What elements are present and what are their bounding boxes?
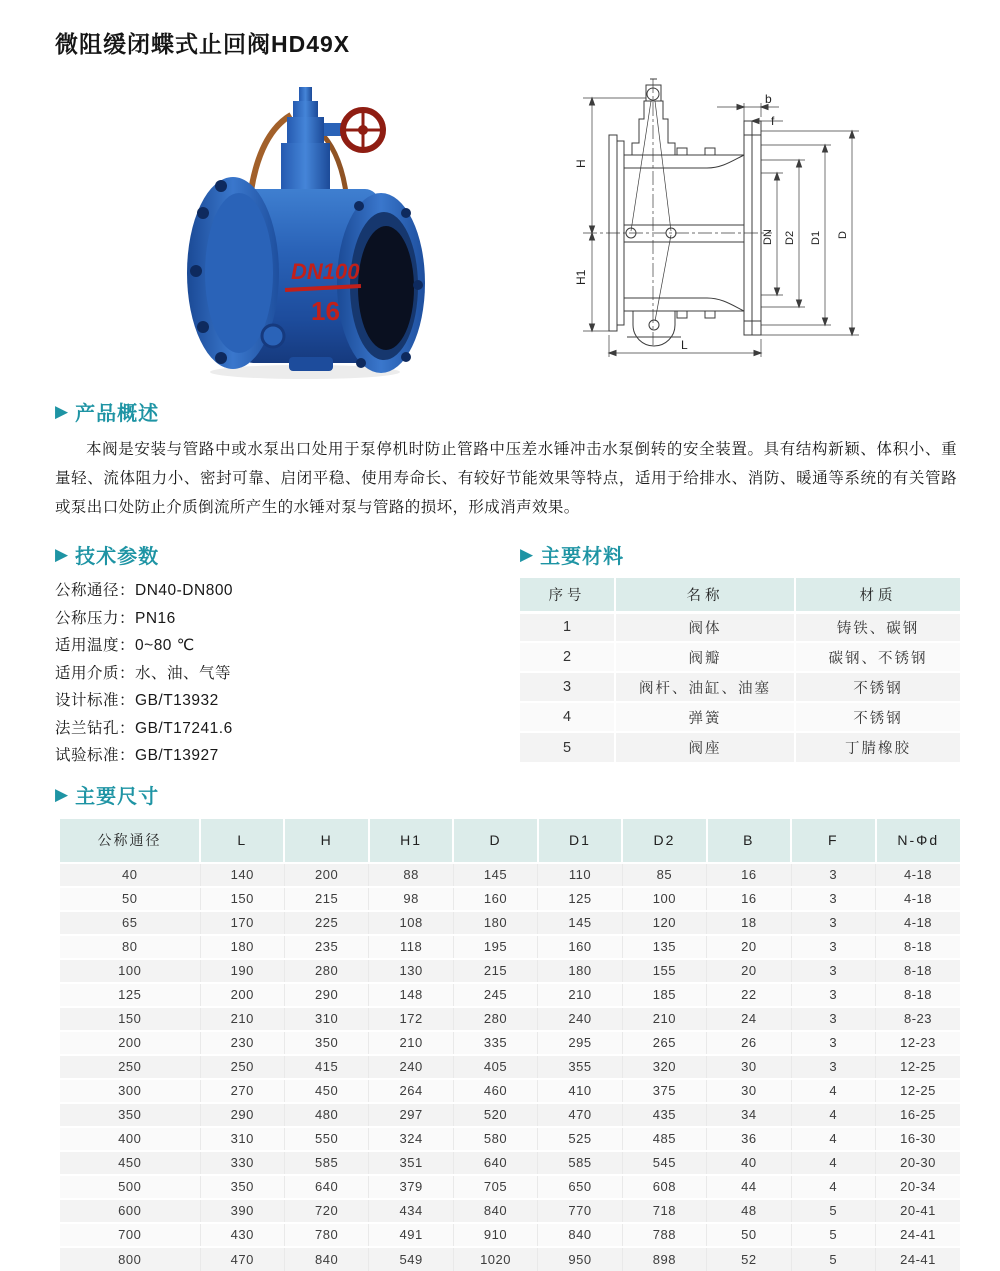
table-cell: 不锈钢 [795,702,960,732]
spec-label: 试验标准： [55,747,136,764]
dim-label-b: b [765,92,772,106]
table-cell: 235 [284,935,368,959]
table-cell: 碳钢、不锈钢 [795,642,960,672]
table-cell: 3 [791,887,875,911]
table-row [60,959,960,983]
table-cell: 650 [538,1175,622,1199]
table-cell: 788 [622,1223,706,1247]
table-cell: 50 [60,887,200,911]
table-row [60,935,960,959]
section-marker-icon: ▶ [55,784,69,804]
column-header: H [284,819,368,863]
table-cell: 118 [369,935,453,959]
materials-body [520,612,960,762]
table-cell: 26 [707,1031,791,1055]
dim-label-dn: DN [762,229,774,245]
dim-label-h: H [574,159,588,168]
table-cell: 491 [369,1223,453,1247]
table-cell: 5 [520,732,615,762]
spec-item [55,605,520,633]
table-cell: 阀杆、油缸、油塞 [615,672,795,702]
table-cell: 434 [369,1199,453,1223]
spec-value: 水、油、气等 [135,664,232,682]
table-cell: 100 [622,887,706,911]
table-row [60,887,960,911]
table-cell: 280 [453,1007,537,1031]
table-cell: 88 [369,863,453,887]
table-row [60,1223,960,1247]
table-cell: 4 [791,1103,875,1127]
table-cell: 800 [60,1247,200,1271]
table-cell: 4-18 [876,911,961,935]
table-row [60,1007,960,1031]
table-cell: 铸铁、碳钢 [795,612,960,642]
table-cell: 200 [60,1031,200,1055]
spec-value: GB/T13932 [135,692,219,709]
table-cell: 16 [707,887,791,911]
table-cell: 295 [538,1031,622,1055]
table-row [60,1127,960,1151]
dim-label-h1: H1 [574,269,588,285]
column-header: F [791,819,875,863]
table-cell: 50 [707,1223,791,1247]
table-cell: 405 [453,1055,537,1079]
table-cell: 4-18 [876,863,961,887]
table-cell: 210 [622,1007,706,1031]
valve-photo [173,73,435,383]
table-cell: 140 [200,863,284,887]
table-cell: 150 [200,887,284,911]
table-cell: 585 [284,1151,368,1175]
table-row [60,1175,960,1199]
table-cell: 450 [284,1079,368,1103]
table-cell: 20 [707,935,791,959]
table-cell: 172 [369,1007,453,1031]
table-cell: 8-23 [876,1007,961,1031]
table-cell: 170 [200,911,284,935]
section-materials-heading [520,540,960,569]
table-cell: 330 [200,1151,284,1175]
table-cell: 30 [707,1055,791,1079]
table-cell: 190 [200,959,284,983]
table-cell: 12-25 [876,1055,961,1079]
table-cell: 120 [622,911,706,935]
table-cell: 264 [369,1079,453,1103]
valve-dimension-drawing [547,73,989,383]
spec-item [55,577,520,605]
table-cell: 350 [284,1031,368,1055]
table-row [520,732,960,762]
params-materials-row [55,528,960,770]
table-cell: 525 [538,1127,622,1151]
table-row [60,1103,960,1127]
dim-label-d: D [837,231,849,239]
section-marker-icon: ▶ [55,545,69,564]
table-cell: 240 [369,1055,453,1079]
table-cell: 210 [369,1031,453,1055]
table-cell: 4 [791,1127,875,1151]
table-cell: 145 [453,863,537,887]
column-header: B [707,819,791,863]
table-cell: 24-41 [876,1247,961,1271]
table-cell: 80 [60,935,200,959]
table-cell: 280 [284,959,368,983]
tech-params-section [55,528,520,770]
table-cell: 210 [200,1007,284,1031]
table-cell: 230 [200,1031,284,1055]
table-cell: 250 [200,1055,284,1079]
table-cell: 180 [453,911,537,935]
table-cell: 195 [453,935,537,959]
table-cell: 148 [369,983,453,1007]
overview-paragraph: 本阀是安装与管路中或水泵出口处用于泵停机时防止管路中压差水锤冲击水泵倒转的安全装置。具有结构新颖、体积小、重量轻、流体阻力小、密封可靠、启闭平稳、使用寿命长、有较好节能效果等特点，适用于给排水、消防、暖通等系统的有关管路或泵出口处防止介质倒流所产生的水锤对泵与管路的损坏，形成消声效果。 [55,441,957,516]
table-cell: 410 [538,1079,622,1103]
table-cell: 545 [622,1151,706,1175]
table-cell: 20-41 [876,1199,961,1223]
table-cell: 65 [60,911,200,935]
dim-label-f: f [771,114,775,128]
column-header: H1 [369,819,453,863]
table-cell: 310 [284,1007,368,1031]
valve-marking-pn: 16 [311,296,340,326]
spec-value: DN40-DN800 [135,582,234,599]
table-cell: 600 [60,1199,200,1223]
section-marker-icon: ▶ [55,402,69,421]
table-cell: 225 [284,911,368,935]
table-cell: 840 [453,1199,537,1223]
column-header: N-Φd [876,819,961,863]
table-cell: 705 [453,1175,537,1199]
table-cell: 1 [520,612,615,642]
table-cell: 3 [791,863,875,887]
table-row [520,672,960,702]
table-row [520,612,960,642]
materials-header-row [520,578,960,612]
dim-label-d2: D2 [784,230,796,245]
table-row [520,702,960,732]
table-cell: 阀体 [615,612,795,642]
table-cell: 320 [622,1055,706,1079]
table-cell: 355 [538,1055,622,1079]
page-title: 微阻缓闭蝶式止回阀HD49X [55,31,351,57]
table-row [60,1247,960,1271]
table-cell: 155 [622,959,706,983]
table-cell: 718 [622,1199,706,1223]
table-cell: 390 [200,1199,284,1223]
table-cell: 3 [791,935,875,959]
table-cell: 210 [538,983,622,1007]
valve-drawing-illustration [547,73,989,383]
table-cell: 640 [284,1175,368,1199]
table-cell: 415 [284,1055,368,1079]
column-header: D1 [538,819,622,863]
table-cell: 215 [453,959,537,983]
table-cell: 608 [622,1175,706,1199]
table-cell: 3 [791,1007,875,1031]
table-cell: 丁腈橡胶 [795,732,960,762]
table-cell: 40 [707,1151,791,1175]
table-cell: 4 [791,1079,875,1103]
table-cell: 780 [284,1223,368,1247]
spec-item [55,632,520,660]
table-cell: 5 [791,1199,875,1223]
table-cell: 245 [453,983,537,1007]
table-cell: 898 [622,1247,706,1271]
column-header: 材质 [795,578,960,612]
table-cell: 185 [622,983,706,1007]
spec-item [55,715,520,743]
table-cell: 300 [60,1079,200,1103]
table-cell: 98 [369,887,453,911]
table-cell: 145 [538,911,622,935]
valve-marking-dn: DN100 [291,259,360,284]
spec-label: 公称压力： [55,609,136,627]
table-cell: 30 [707,1079,791,1103]
spec-value: GB/T17241.6 [135,719,233,737]
spec-label: 设计标准： [55,692,136,709]
table-cell: 20 [707,959,791,983]
table-cell: 4-18 [876,887,961,911]
table-cell: 8-18 [876,935,961,959]
table-cell: 770 [538,1199,622,1223]
table-cell: 400 [60,1127,200,1151]
table-cell: 16 [707,863,791,887]
table-cell: 160 [538,935,622,959]
table-cell: 3 [791,1031,875,1055]
materials-section [520,528,960,770]
table-cell: 5 [791,1247,875,1271]
table-cell: 160 [453,887,537,911]
table-cell: 4 [791,1175,875,1199]
table-cell: 585 [538,1151,622,1175]
table-cell: 324 [369,1127,453,1151]
table-cell: 16-30 [876,1127,961,1151]
table-cell: 840 [284,1247,368,1271]
table-cell: 549 [369,1247,453,1271]
table-cell: 350 [200,1175,284,1199]
table-cell: 阀瓣 [615,642,795,672]
table-cell: 720 [284,1199,368,1223]
table-cell: 435 [622,1103,706,1127]
table-cell: 270 [200,1079,284,1103]
column-header: L [200,819,284,863]
column-header: 名称 [615,578,795,612]
table-cell: 16-25 [876,1103,961,1127]
table-cell: 950 [538,1247,622,1271]
table-row [60,911,960,935]
table-cell: 36 [707,1127,791,1151]
table-cell: 3 [791,959,875,983]
table-cell: 22 [707,983,791,1007]
table-row [60,1031,960,1055]
section-title: 技术参数 [75,546,160,568]
table-cell: 265 [622,1031,706,1055]
table-cell: 34 [707,1103,791,1127]
table-cell: 18 [707,911,791,935]
table-cell: 3 [791,911,875,935]
section-marker-icon: ▶ [520,545,534,564]
valve-photo-illustration [173,73,435,383]
table-cell: 4 [791,1151,875,1175]
table-cell: 240 [538,1007,622,1031]
spec-label: 适用介质： [55,664,136,682]
table-cell: 335 [453,1031,537,1055]
table-cell: 180 [538,959,622,983]
spec-label: 适用温度： [55,637,136,654]
table-cell: 840 [538,1223,622,1247]
figures-row [55,73,960,385]
dimensions-body [60,863,960,1271]
table-cell: 290 [284,983,368,1007]
table-cell: 不锈钢 [795,672,960,702]
table-cell: 4 [520,702,615,732]
spec-value: GB/T13927 [135,747,219,764]
table-cell: 24-41 [876,1223,961,1247]
column-header: 公称通径 [60,819,200,863]
table-cell: 125 [538,887,622,911]
table-cell: 520 [453,1103,537,1127]
table-cell: 180 [200,935,284,959]
table-cell: 470 [200,1247,284,1271]
section-title: 产品概述 [75,403,160,425]
dimensions-header-row [60,819,960,863]
table-cell: 3 [791,1055,875,1079]
table-cell: 379 [369,1175,453,1199]
table-cell: 52 [707,1247,791,1271]
section-title: 主要尺寸 [75,785,160,808]
table-cell: 480 [284,1103,368,1127]
column-header: D2 [622,819,706,863]
table-cell: 351 [369,1151,453,1175]
table-cell: 5 [791,1223,875,1247]
table-cell: 135 [622,935,706,959]
table-cell: 3 [520,672,615,702]
table-cell: 550 [284,1127,368,1151]
table-cell: 3 [791,983,875,1007]
dim-label-d1: D1 [810,230,822,245]
dimensions-table [60,819,960,1271]
dimensions-table-wrap [60,819,960,1271]
spec-label: 法兰钻孔： [55,719,136,737]
table-cell: 20-34 [876,1175,961,1199]
table-row [60,1055,960,1079]
table-cell: 250 [60,1055,200,1079]
table-row [60,1079,960,1103]
section-tech-params-heading [55,540,520,569]
table-cell: 48 [707,1199,791,1223]
table-cell: 215 [284,887,368,911]
table-cell: 297 [369,1103,453,1127]
table-cell: 12-23 [876,1031,961,1055]
materials-table [520,578,960,762]
spec-item [55,687,520,715]
table-cell: 125 [60,983,200,1007]
table-cell: 470 [538,1103,622,1127]
table-cell: 弹簧 [615,702,795,732]
table-cell: 8-18 [876,983,961,1007]
table-cell: 85 [622,863,706,887]
table-cell: 44 [707,1175,791,1199]
dim-label-l: L [681,338,688,352]
table-cell: 100 [60,959,200,983]
table-cell: 430 [200,1223,284,1247]
spec-list [55,577,520,770]
column-header: 序号 [520,578,615,612]
table-row [60,863,960,887]
table-cell: 40 [60,863,200,887]
table-cell: 500 [60,1175,200,1199]
section-dimensions-heading [55,780,960,809]
spec-item [55,742,520,770]
table-cell: 375 [622,1079,706,1103]
section-overview-heading [55,397,960,426]
spec-value: PN16 [135,609,176,627]
table-cell: 910 [453,1223,537,1247]
table-cell: 640 [453,1151,537,1175]
table-cell: 2 [520,642,615,672]
table-cell: 485 [622,1127,706,1151]
table-cell: 24 [707,1007,791,1031]
table-cell: 130 [369,959,453,983]
table-cell: 阀座 [615,732,795,762]
table-cell: 20-30 [876,1151,961,1175]
table-cell: 8-18 [876,959,961,983]
table-cell: 108 [369,911,453,935]
table-row [60,1199,960,1223]
column-header: D [453,819,537,863]
section-title: 主要材料 [540,546,625,568]
table-cell: 460 [453,1079,537,1103]
table-cell: 110 [538,863,622,887]
spec-value: 0~80 ℃ [135,637,195,654]
table-row [60,1151,960,1175]
table-cell: 1020 [453,1247,537,1271]
table-cell: 290 [200,1103,284,1127]
spec-label: 公称通径： [55,582,136,599]
table-cell: 150 [60,1007,200,1031]
table-row [60,983,960,1007]
table-row [520,642,960,672]
table-cell: 580 [453,1127,537,1151]
table-cell: 450 [60,1151,200,1175]
table-cell: 350 [60,1103,200,1127]
table-cell: 310 [200,1127,284,1151]
table-cell: 12-25 [876,1079,961,1103]
spec-item [55,660,520,688]
table-cell: 200 [284,863,368,887]
table-cell: 200 [200,983,284,1007]
table-cell: 700 [60,1223,200,1247]
